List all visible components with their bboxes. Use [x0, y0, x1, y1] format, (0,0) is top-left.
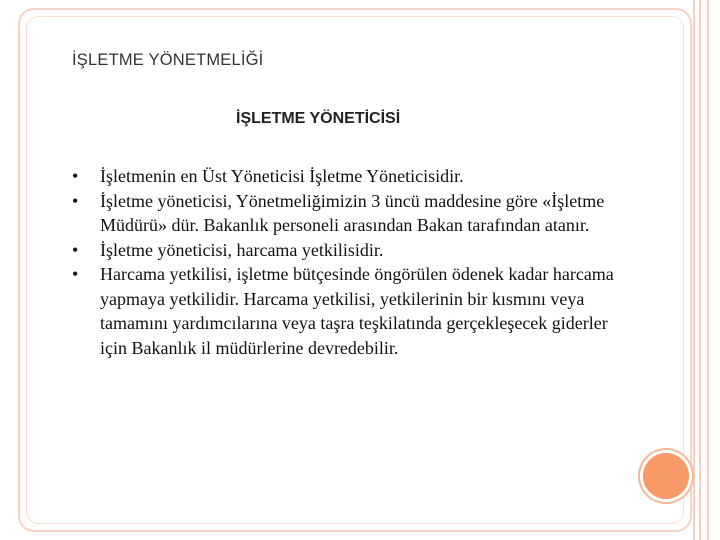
slide-heading: İŞLETME YÖNETİCİSİ	[236, 110, 401, 127]
bullet-item: • İşletme yöneticisi, harcama yetkilisidir.	[70, 238, 630, 263]
decorative-circle	[640, 450, 692, 502]
decorative-rail	[699, 0, 701, 540]
decorative-rail	[707, 0, 709, 540]
decorative-rail	[693, 0, 695, 540]
bullet-item: • İşletmenin en Üst Yöneticisi İşletme Yöneticisidir.	[70, 164, 630, 189]
bullet-item: • İşletme yöneticisi, Yönetmeliğimizin 3 üncü maddesine göre «İşletme Müdürü» dür. Bakanlık personeli arasından Bakan tarafından atanır.	[70, 189, 630, 238]
bullet-item: • Harcama yetkilisi, işletme bütçesinde öngörülen ödenek kadar harcama yapmaya yetkilidir. Harcama yetkilisi, yetkilerinin bir kısmını veya tamamını yardımcılarına veya taşra teşkilatında gerçekleşecek giderler için Bakanlık il müdürlerine devredebilir.	[70, 262, 630, 360]
bullet-list	[70, 164, 630, 360]
section-title: İŞLETME YÖNETMELİĞİ	[72, 51, 264, 69]
